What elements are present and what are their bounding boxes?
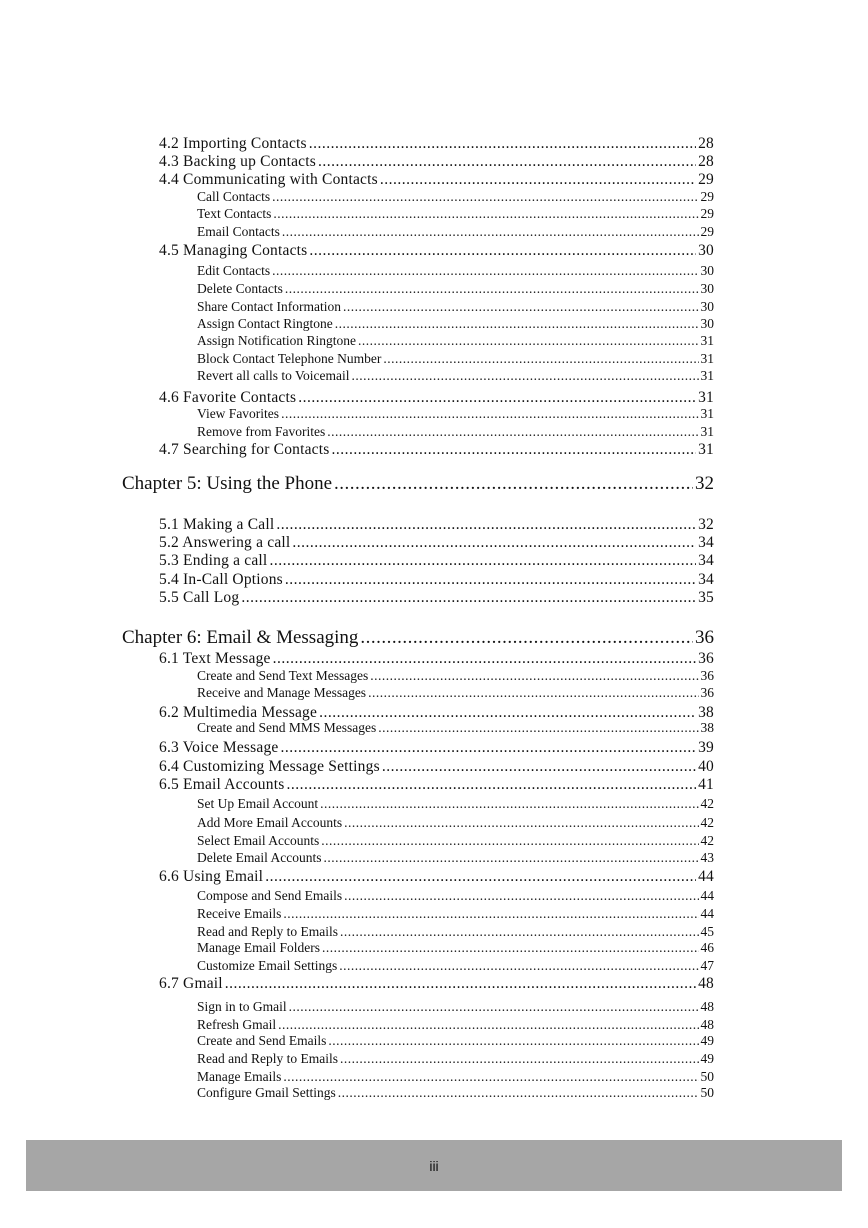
toc-leader-dots	[276, 516, 696, 533]
toc-subsection	[197, 282, 714, 297]
toc-entry-title: 4.4 Communicating with Contacts	[159, 171, 378, 188]
toc-leader-dots	[273, 650, 696, 667]
toc-leader-dots	[332, 441, 697, 458]
toc-entry-title: 5.2 Answering a call	[159, 534, 291, 551]
toc-subsection	[197, 352, 714, 367]
toc-entry-title: Create and Send Emails	[197, 1033, 327, 1048]
toc-leader-dots	[383, 352, 698, 367]
toc-leader-dots	[269, 552, 696, 569]
toc-page-number: 44	[698, 868, 714, 885]
toc-leader-dots	[335, 317, 699, 332]
toc-leader-dots	[283, 907, 698, 922]
toc-entry-title: 4.7 Searching for Contacts	[159, 441, 330, 458]
toc-leader-dots	[378, 721, 698, 736]
toc-chapter	[122, 628, 714, 649]
toc-page-number: 31	[700, 351, 714, 366]
toc-entry-title: Select Email Accounts	[197, 833, 320, 848]
toc-entry-title: Compose and Send Emails	[197, 888, 343, 903]
toc-section	[159, 758, 714, 775]
toc-subsection	[197, 1018, 714, 1033]
toc-entry-title: Manage Email Folders	[197, 940, 320, 955]
toc-section	[159, 534, 714, 551]
toc-leader-dots	[272, 264, 698, 279]
toc-leader-dots	[273, 207, 698, 222]
toc-subsection	[197, 407, 714, 422]
toc-section	[159, 135, 714, 152]
toc-page-number: 31	[700, 406, 714, 421]
toc-leader-dots	[309, 242, 696, 259]
toc-subsection	[197, 889, 714, 904]
toc-page-number: 42	[700, 833, 714, 848]
toc-entry-title: Add More Email Accounts	[197, 815, 343, 830]
toc-leader-dots	[339, 959, 698, 974]
toc-section	[159, 171, 714, 188]
toc-entry-title: Delete Contacts	[197, 281, 283, 296]
toc-entry-title: 5.5 Call Log	[159, 589, 240, 606]
toc-entry-title: Receive and Manage Messages	[197, 685, 367, 700]
toc-entry-title: Share Contact Information	[197, 299, 341, 314]
toc-page-number: 50	[700, 1069, 714, 1084]
toc-leader-dots	[289, 1000, 699, 1015]
toc-leader-dots	[318, 153, 696, 170]
toc-entry-title: Chapter 6: Email & Messaging	[122, 627, 359, 648]
toc-subsection	[197, 851, 714, 866]
toc-entry-title: 5.3 Ending a call	[159, 552, 268, 569]
toc-entry-title: Read and Reply to Emails	[197, 924, 338, 939]
toc-entry-title: 4.3 Backing up Contacts	[159, 153, 316, 170]
toc-entry-title: 6.2 Multimedia Message	[159, 704, 318, 721]
toc-section	[159, 650, 714, 667]
toc-entry-title: Assign Notification Ringtone	[197, 333, 356, 348]
toc-leader-dots	[292, 534, 696, 551]
toc-page-number: 34	[698, 552, 714, 569]
toc-leader-dots	[358, 334, 699, 349]
toc-subsection	[197, 721, 714, 736]
toc-leader-dots	[328, 1034, 698, 1049]
toc-leader-dots	[320, 797, 698, 812]
toc-entry-title: 6.5 Email Accounts	[159, 776, 285, 793]
toc-entry-title: Configure Gmail Settings	[197, 1085, 336, 1100]
toc-subsection	[197, 669, 714, 684]
toc-entry-title: Delete Email Accounts	[197, 850, 322, 865]
toc-section	[159, 571, 714, 588]
toc-page-number: 31	[700, 368, 714, 383]
toc-leader-dots	[285, 282, 699, 297]
toc-entry-title: Create and Send MMS Messages	[197, 720, 377, 735]
toc-page-number: 38	[698, 704, 714, 721]
toc-page-number: 39	[698, 739, 714, 756]
toc-entry-title: Sign in to Gmail	[197, 999, 287, 1014]
toc-entry-title: Text Contacts	[197, 206, 272, 221]
toc-subsection	[197, 1000, 714, 1015]
toc-leader-dots	[340, 1052, 699, 1067]
toc-page-number: 48	[700, 1017, 714, 1032]
toc-entry-title: 6.7 Gmail	[159, 975, 223, 992]
toc-page-number: 28	[698, 135, 714, 152]
toc-section	[159, 153, 714, 170]
toc-page-number: 43	[700, 850, 714, 865]
toc-page-number: 30	[700, 281, 714, 296]
toc-entry-title: Read and Reply to Emails	[197, 1051, 338, 1066]
toc-entry-title: Set Up Email Account	[197, 796, 319, 811]
toc-entry-title: Block Contact Telephone Number	[197, 351, 382, 366]
toc-subsection	[197, 1052, 714, 1067]
toc-leader-dots	[380, 171, 696, 188]
toc-entry-title: View Favorites	[197, 406, 280, 421]
toc-page-number: 48	[698, 975, 714, 992]
toc-page-number: 31	[700, 333, 714, 348]
toc-subsection	[197, 300, 714, 315]
toc-entry-title: Edit Contacts	[197, 263, 271, 278]
toc-leader-dots	[344, 889, 698, 904]
toc-entry-title: 4.2 Importing Contacts	[159, 135, 307, 152]
toc-section	[159, 868, 714, 885]
toc-leader-dots	[343, 300, 699, 315]
toc-page-number: 36	[700, 685, 714, 700]
toc-page-number: 28	[698, 153, 714, 170]
toc-page-number: 47	[700, 958, 714, 973]
toc-subsection	[197, 190, 714, 205]
toc-leader-dots	[281, 739, 697, 756]
toc-leader-dots	[338, 1086, 699, 1101]
toc-entry-title: Customize Email Settings	[197, 958, 338, 973]
toc-leader-dots	[351, 369, 698, 384]
toc-section	[159, 389, 714, 406]
toc-subsection	[197, 1034, 714, 1049]
toc-page-number: 34	[698, 571, 714, 588]
toc-leader-dots	[370, 669, 698, 684]
toc-chapter	[122, 474, 714, 495]
toc-subsection	[197, 207, 714, 222]
toc-page-number: 30	[700, 299, 714, 314]
toc-entry-title: Refresh Gmail	[197, 1017, 277, 1032]
toc-subsection	[197, 941, 714, 956]
toc-leader-dots	[282, 225, 699, 240]
toc-subsection	[197, 907, 714, 922]
toc-leader-dots	[272, 190, 698, 205]
toc-subsection	[197, 225, 714, 240]
toc-entry-title: Remove from Favorites	[197, 424, 326, 439]
toc-leader-dots	[265, 868, 696, 885]
toc-entry-title: 4.5 Managing Contacts	[159, 242, 308, 259]
toc-page-number: 29	[700, 206, 714, 221]
toc-subsection	[197, 264, 714, 279]
toc-page-number: 49	[700, 1033, 714, 1048]
toc-entry-title: Receive Emails	[197, 906, 282, 921]
toc-page-number: 35	[698, 589, 714, 606]
toc-leader-dots	[360, 628, 693, 649]
toc-page-number: 32	[698, 516, 714, 533]
toc-subsection	[197, 797, 714, 812]
toc-page-number: 32	[695, 473, 714, 494]
toc-entry-title: 5.4 In-Call Options	[159, 571, 283, 588]
page-number: iii	[429, 1157, 439, 1174]
toc-page-number: 30	[700, 316, 714, 331]
toc-subsection	[197, 334, 714, 349]
toc-subsection	[197, 317, 714, 332]
toc-page-number: 36	[700, 668, 714, 683]
toc-subsection	[197, 834, 714, 849]
toc-leader-dots	[382, 758, 696, 775]
toc-page-number: 38	[700, 720, 714, 735]
toc-section	[159, 704, 714, 721]
toc-leader-dots	[322, 941, 699, 956]
toc-leader-dots	[278, 1018, 698, 1033]
toc-entry-title: 6.4 Customizing Message Settings	[159, 758, 380, 775]
toc-section	[159, 552, 714, 569]
toc-entry-title: Revert all calls to Voicemail	[197, 368, 350, 383]
toc-page-number: 50	[700, 1085, 714, 1100]
toc-entry-title: Call Contacts	[197, 189, 271, 204]
toc-section	[159, 242, 714, 259]
toc-section	[159, 589, 714, 606]
toc-page-number: 29	[700, 189, 714, 204]
toc-leader-dots	[309, 135, 696, 152]
toc-section	[159, 441, 714, 458]
toc-entry-title: 6.6 Using Email	[159, 868, 264, 885]
toc-subsection	[197, 686, 714, 701]
toc-section	[159, 776, 714, 793]
toc-leader-dots	[340, 925, 699, 940]
toc-page-number: 30	[698, 242, 714, 259]
toc-leader-dots	[286, 776, 696, 793]
toc-subsection	[197, 925, 714, 940]
toc-page-number: 48	[700, 999, 714, 1014]
toc-page-number: 31	[700, 424, 714, 439]
toc-page-number: 44	[700, 906, 714, 921]
toc-leader-dots	[319, 704, 696, 721]
toc-page-number: 34	[698, 534, 714, 551]
toc-subsection	[197, 959, 714, 974]
toc-subsection	[197, 1086, 714, 1101]
toc-leader-dots	[285, 571, 696, 588]
toc-page-number: 31	[698, 441, 714, 458]
toc-section	[159, 739, 714, 756]
toc-page-number: 42	[700, 815, 714, 830]
toc-leader-dots	[323, 851, 698, 866]
toc-entry-title: 5.1 Making a Call	[159, 516, 275, 533]
toc-entry-title: 6.3 Voice Message	[159, 739, 279, 756]
toc-leader-dots	[327, 425, 698, 440]
toc-entry-title: 4.6 Favorite Contacts	[159, 389, 297, 406]
toc-leader-dots	[344, 816, 698, 831]
toc-leader-dots	[298, 389, 696, 406]
toc-page-number: 29	[700, 224, 714, 239]
toc-section	[159, 975, 714, 992]
toc-subsection	[197, 369, 714, 384]
toc-entry-title: Email Contacts	[197, 224, 280, 239]
toc-entry-title: Chapter 5: Using the Phone	[122, 473, 333, 494]
toc-leader-dots	[321, 834, 698, 849]
toc-page-number: 49	[700, 1051, 714, 1066]
toc-page-number: 31	[698, 389, 714, 406]
toc-leader-dots	[225, 975, 696, 992]
toc-leader-dots	[334, 474, 693, 495]
toc-page-number: 40	[698, 758, 714, 775]
toc-entry-title: 6.1 Text Message	[159, 650, 271, 667]
page-footer	[26, 1140, 842, 1191]
toc-page-number: 45	[700, 924, 714, 939]
toc-page-number: 29	[698, 171, 714, 188]
toc-subsection	[197, 425, 714, 440]
toc-page-number: 46	[700, 940, 714, 955]
toc-page-number: 42	[700, 796, 714, 811]
toc-page-number: 36	[698, 650, 714, 667]
toc-subsection	[197, 816, 714, 831]
toc-entry-title: Manage Emails	[197, 1069, 282, 1084]
toc-page-number: 44	[700, 888, 714, 903]
toc-subsection	[197, 1070, 714, 1085]
toc-page-number: 30	[700, 263, 714, 278]
toc-page-number: 36	[695, 627, 714, 648]
toc-leader-dots	[281, 407, 698, 422]
toc-entry-title: Create and Send Text Messages	[197, 668, 369, 683]
toc-entry-title: Assign Contact Ringtone	[197, 316, 333, 331]
toc-leader-dots	[283, 1070, 698, 1085]
toc-section	[159, 516, 714, 533]
toc-page-number: 41	[698, 776, 714, 793]
toc-leader-dots	[368, 686, 698, 701]
toc-leader-dots	[241, 589, 696, 606]
